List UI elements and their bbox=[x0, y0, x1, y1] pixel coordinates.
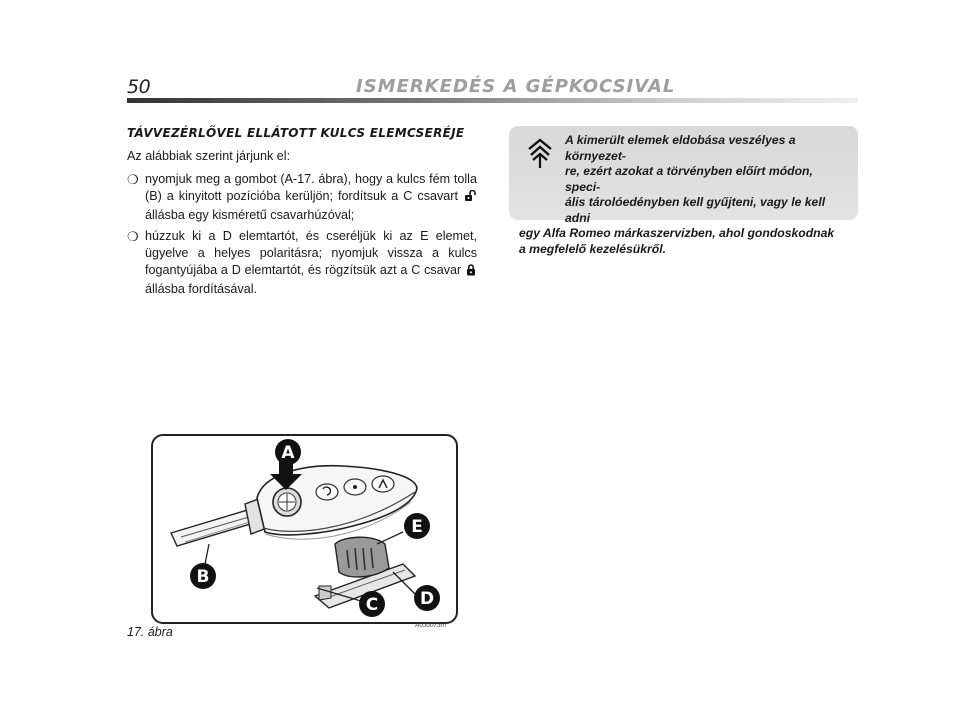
note-line: a megfelelő kezelésükről. bbox=[519, 241, 666, 256]
bullet-text-part1: húzzuk ki a D elemtartót, és cseréljük ki az E elemet, ügyelve a helyes polaritásra; nyomjuk vissza a kulcs fogantyújába a D elemtartót, és rögzítsük azt a C csavar bbox=[145, 229, 477, 277]
bullet-text-part2: állásba fordításával. bbox=[145, 282, 258, 296]
list-item bbox=[127, 228, 477, 298]
key-blade bbox=[171, 498, 267, 546]
callout-a bbox=[275, 439, 301, 465]
note-line: re, ezért azokat a törvényben előírt módon, speci- bbox=[565, 164, 813, 194]
locked-padlock-icon bbox=[466, 264, 476, 281]
environment-note-text bbox=[519, 133, 849, 257]
intro-text: Az alábbiak szerint járjunk el: bbox=[127, 149, 291, 163]
callout-b bbox=[190, 563, 216, 589]
figure-code: A0J0073m bbox=[415, 622, 447, 629]
header-rule bbox=[127, 98, 858, 103]
figure-caption: 17. ábra bbox=[127, 625, 173, 639]
list-item bbox=[127, 171, 477, 224]
note-line: A kimerült elemek eldobása veszélyes a környezet- bbox=[565, 133, 796, 163]
bullet-text-part1: nyomjuk meg a gombot (A-17. ábra), hogy a kulcs fém tolla (B) a kinyitott pozícióba kerüljön; fordítsuk a C csavart bbox=[145, 172, 477, 203]
page-number: 50 bbox=[127, 76, 151, 98]
environment-note-box bbox=[509, 126, 858, 256]
callout-e bbox=[404, 513, 430, 539]
bullet-text-part2: állásba egy kisméretű csavarhúzóval; bbox=[145, 208, 355, 222]
note-line: egy Alfa Romeo márkaszervizben, ahol gondoskodnak bbox=[519, 226, 835, 240]
key-battery-figure bbox=[151, 434, 458, 624]
callout-d-label: D bbox=[419, 589, 435, 609]
section-title: TÁVVEZÉRLŐVEL ELLÁTOTT KULCS ELEMCSERÉJE bbox=[127, 126, 465, 140]
callout-c bbox=[359, 591, 385, 617]
callout-d bbox=[414, 585, 440, 611]
note-line: ális tárolóedényben kell gyűjteni, vagy le kell adni bbox=[565, 195, 826, 225]
battery bbox=[335, 537, 389, 577]
page-header-title: ISMERKEDÉS A GÉPKOCSIVAL bbox=[356, 76, 676, 97]
callout-a-label: A bbox=[281, 443, 295, 463]
main-column bbox=[127, 126, 477, 302]
key-illustration bbox=[153, 436, 456, 622]
bullet-circle-icon: ❍ bbox=[127, 229, 139, 244]
callout-b-label: B bbox=[196, 567, 210, 587]
bullet-circle-icon: ❍ bbox=[127, 172, 139, 187]
unlocked-padlock-icon bbox=[464, 190, 476, 207]
callout-c-label: C bbox=[365, 595, 379, 615]
callout-e-label: E bbox=[411, 517, 423, 537]
